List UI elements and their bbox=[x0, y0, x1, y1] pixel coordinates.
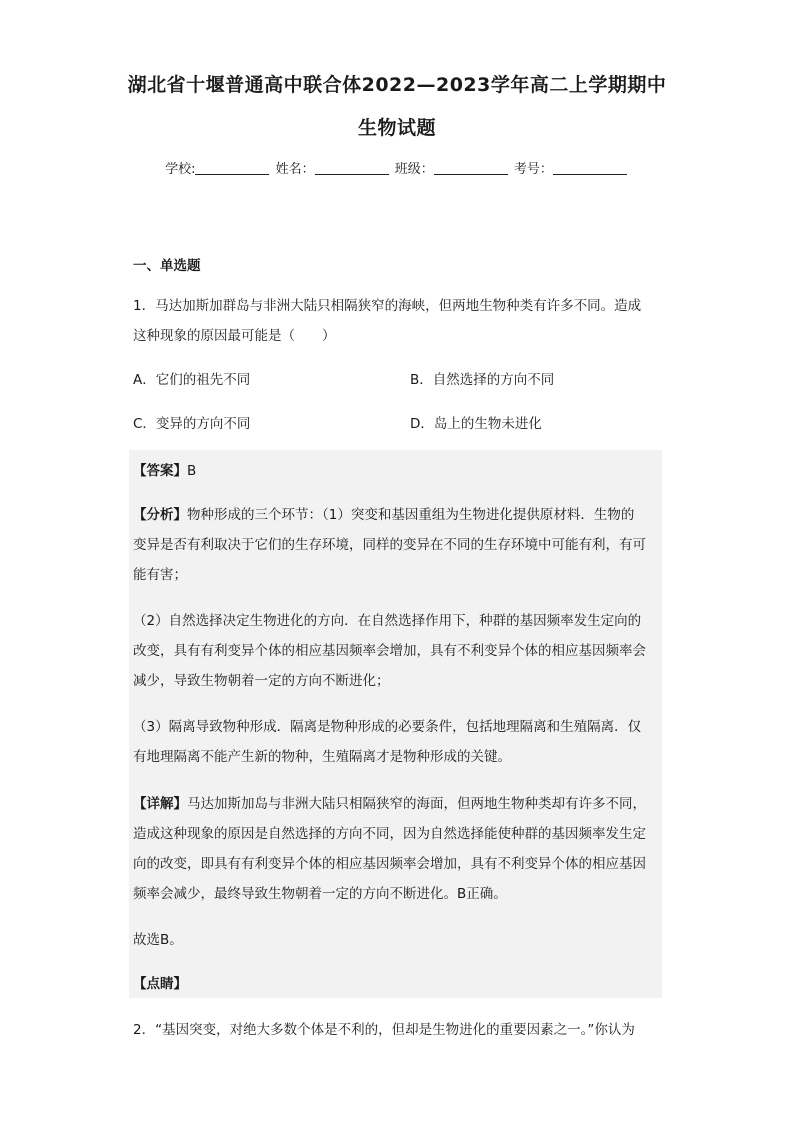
detail-line-1 bbox=[133, 792, 646, 812]
answer-tag: 【答案】 bbox=[133, 463, 187, 479]
exam-number-label: 考号： bbox=[513, 162, 553, 177]
detail-text-1: 马达加斯加岛与非洲大陆只相隔狭窄的海面，但两地生物种类却有许多不同， bbox=[187, 796, 646, 812]
analysis-line-7: （3）隔离导致物种形成．隔离是物种形成的必要条件，包括地理隔离和生殖隔离．仅 bbox=[133, 719, 642, 735]
school-label: 学校: bbox=[165, 162, 196, 177]
comment-tag: 【点睛】 bbox=[133, 976, 187, 992]
question-1-option-c: C．变异的方向不同 bbox=[133, 416, 251, 432]
analysis-line-3: 能有害； bbox=[133, 567, 187, 583]
exam-title: 湖北省十堰普通高中联合体2022—2023学年高二上学期期中 bbox=[127, 74, 667, 96]
question-1-stem-line-2: 这种现象的原因最可能是（ ） bbox=[133, 328, 336, 344]
analysis-line-4: （2）自然选择决定生物进化的方向．在自然选择作用下，种群的基因频率发生定向的 bbox=[133, 613, 642, 629]
analysis-text-1: 物种形成的三个环节：（1）突变和基因重组为生物进化提供原材料．生物的 bbox=[187, 507, 635, 523]
detail-line-3: 向的改变，即具有有利变异个体的相应基因频率会增加，具有不利变异个体的相应基因 bbox=[133, 856, 646, 872]
class-label: 班级： bbox=[394, 162, 434, 177]
analysis-line-8: 有地理隔离不能产生新的物种，生殖隔离才是物种形成的关键。 bbox=[133, 749, 511, 765]
section-heading: 一、单选题 bbox=[133, 258, 201, 274]
analysis-line-2: 变异是否有利取决于它们的生存环境，同样的变异在不同的生存环境中可能有利，有可 bbox=[133, 537, 646, 553]
question-2-stem-line-1: 2．“基因突变，对绝大多数个体是不利的，但却是生物进化的重要因素之一。”你认为 bbox=[133, 1022, 635, 1038]
name-label: 姓名： bbox=[275, 162, 315, 177]
question-1-option-d: D．岛上的生物未进化 bbox=[410, 416, 542, 432]
conclusion-line: 故选B。 bbox=[133, 932, 183, 948]
detail-line-4: 频率会减少，最终导致生物朝着一定的方向不断进化。B正确。 bbox=[133, 886, 507, 902]
question-1-option-b: B．自然选择的方向不同 bbox=[410, 372, 555, 388]
question-1-stem-line-1: 1．马达加斯加群岛与非洲大陆只相隔狭窄的海峡，但两地生物种类有许多不同。造成 bbox=[133, 298, 642, 314]
question-1-option-a: A．它们的祖先不同 bbox=[133, 372, 251, 388]
class-blank bbox=[434, 160, 508, 175]
school-blank bbox=[195, 160, 269, 175]
detail-tag: 【详解】 bbox=[133, 796, 187, 812]
analysis-line-6: 减少，导致生物朝着一定的方向不断进化； bbox=[133, 673, 390, 689]
student-info-fields bbox=[0, 158, 794, 177]
exam-subject: 生物试题 bbox=[357, 117, 436, 139]
exam-number-blank bbox=[553, 160, 627, 175]
analysis-line-5: 改变，具有有利变异个体的相应基因频率会增加，具有不利变异个体的相应基因频率会 bbox=[133, 643, 646, 659]
name-blank bbox=[315, 160, 389, 175]
analysis-line-1 bbox=[133, 503, 634, 523]
answer-value: B bbox=[187, 463, 197, 479]
detail-line-2: 造成这种现象的原因是自然选择的方向不同，因为自然选择能使种群的基因频率发生定 bbox=[133, 826, 646, 842]
answer-line bbox=[133, 459, 196, 479]
analysis-tag: 【分析】 bbox=[133, 507, 187, 523]
